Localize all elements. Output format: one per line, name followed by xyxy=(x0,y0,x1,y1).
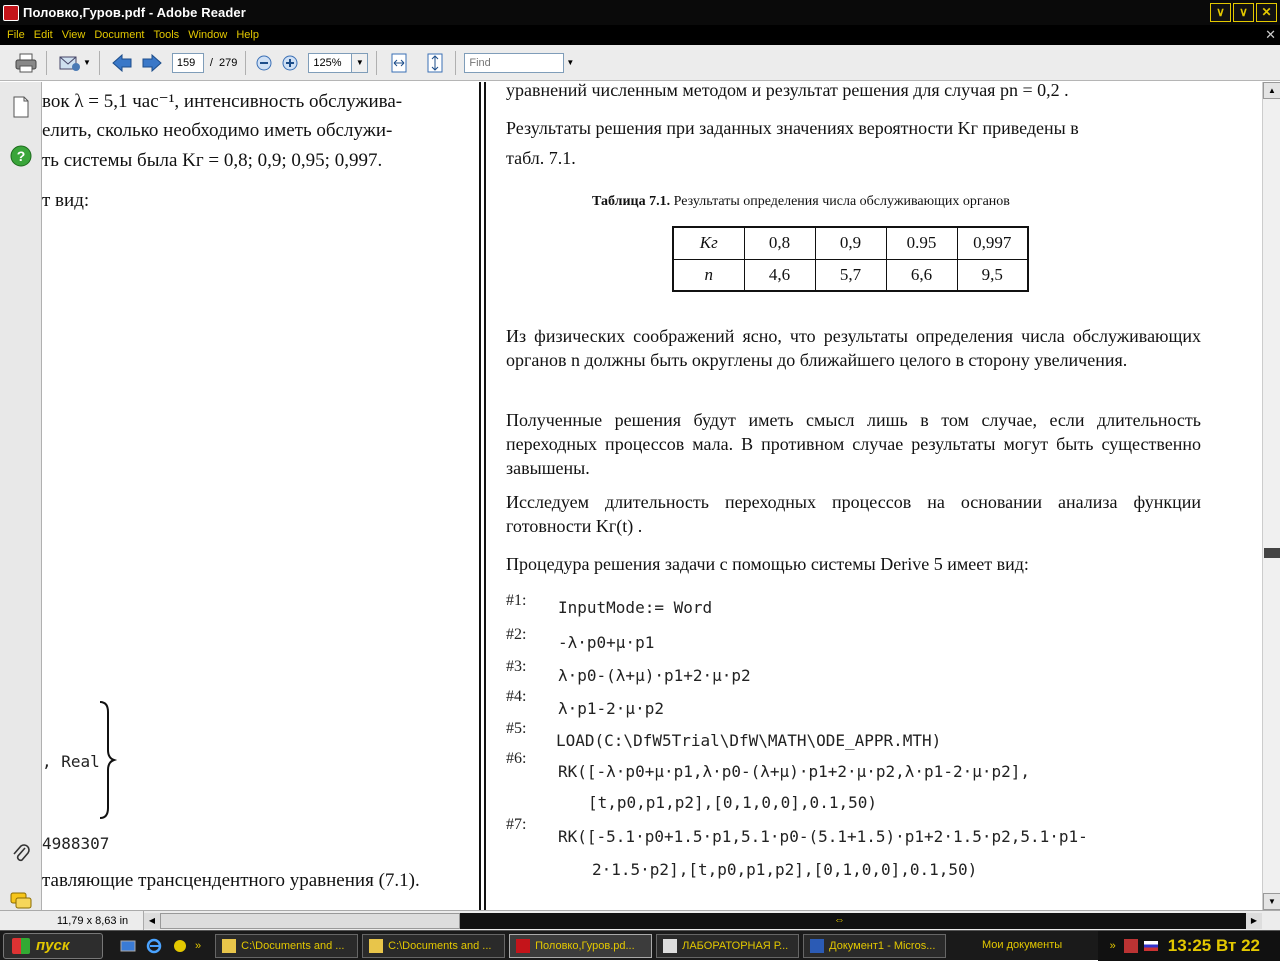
left-real-text: , Real xyxy=(42,752,100,771)
start-button[interactable] xyxy=(3,933,103,959)
quick-launch-app-icon[interactable] xyxy=(171,937,189,955)
scrollbar-thumb[interactable] xyxy=(1264,548,1280,558)
help-icon[interactable] xyxy=(10,145,32,167)
table-cell: 0,9 xyxy=(815,227,886,259)
derive-label: #6: xyxy=(506,750,527,767)
zoom-dropdown-icon[interactable]: ▼ xyxy=(352,53,368,73)
left-line-4: т вид: xyxy=(42,190,90,211)
page-left xyxy=(42,82,479,910)
taskbar-item-explorer-2[interactable]: C:\Documents and ... xyxy=(362,934,505,958)
word-icon xyxy=(810,939,824,953)
left-bottom-line: тавляющие трансцендентного уравнения (7.1). xyxy=(42,870,420,891)
results-table xyxy=(672,226,1029,292)
minimize-button[interactable]: ∨ xyxy=(1210,3,1231,22)
derive-expression: LOAD(C:\DfW5Trial\DfW\MATH\ODE_APPR.MTH) xyxy=(556,731,942,750)
derive-expression: RK([-λ·p0+μ·p1,λ·p0-(λ+μ)·p1+2·μ·p2,λ·p1-2·μ·p2], xyxy=(558,762,1031,781)
page-divider xyxy=(479,82,486,910)
taskbar-item-word[interactable]: Документ1 - Micros... xyxy=(803,934,946,958)
toolbar-separator xyxy=(376,51,377,75)
taskbar-item-adobe-reader[interactable]: Половко,Гуров.pd... xyxy=(509,934,652,958)
taskbar-item-lab[interactable]: ЛАБОРАТОРНАЯ Р... xyxy=(656,934,799,958)
toolbar-separator xyxy=(46,51,47,75)
results-line-2: табл. 7.1. xyxy=(506,148,576,168)
horizontal-scroll-thumb[interactable] xyxy=(160,913,460,929)
pages-panel-icon[interactable] xyxy=(10,96,32,118)
menu-tools[interactable]: Tools xyxy=(153,29,180,41)
page-separator: / xyxy=(209,56,213,69)
table-row xyxy=(673,259,1028,291)
derive-label: #2: xyxy=(506,626,527,643)
zoom-level-field[interactable]: 125% xyxy=(308,53,352,73)
start-label: пуск xyxy=(36,937,70,954)
toolbar-separator xyxy=(99,51,100,75)
quick-launch-expand-icon[interactable]: » xyxy=(195,939,202,952)
language-icon[interactable] xyxy=(1144,941,1158,951)
window-title: Половко,Гуров.pdf - Adobe Reader xyxy=(23,5,246,20)
table-caption-text: Результаты определения числа обслуживающих органов xyxy=(673,194,1010,209)
horizontal-scrollbar[interactable] xyxy=(144,913,1262,929)
derive-label: #5: xyxy=(506,720,527,737)
close-document-icon[interactable]: ✕ xyxy=(1265,27,1276,42)
menu-edit[interactable]: Edit xyxy=(33,29,53,41)
fit-width-icon[interactable] xyxy=(387,51,411,75)
derive-expression: λ·p1-2·μ·p2 xyxy=(558,699,664,718)
find-options-icon[interactable]: ▼ xyxy=(566,58,575,67)
derive-expression: InputMode:= Word xyxy=(558,598,713,617)
table-cell: 6,6 xyxy=(886,259,957,291)
table-cell: 0.95 xyxy=(886,227,957,259)
scroll-grip-icon: ⇔ xyxy=(834,914,845,926)
clock[interactable]: 13:25 Вт 22 xyxy=(1167,936,1260,955)
scroll-up-icon[interactable]: ▲ xyxy=(1263,82,1280,99)
windows-logo-icon xyxy=(12,938,30,954)
derive-expression-continued: 2·1.5·p2],[t,p0,p1,p2],[0,1,0,0],0.1,50) xyxy=(592,860,978,879)
paragraph-rounding: Из физических соображений ясно, что результаты определения числа обслуживающих органов n должны быть округлены до ближайшего целого в сторону увеличения. xyxy=(506,326,1201,370)
toolbar-separator xyxy=(245,51,246,75)
zoom-out-icon[interactable] xyxy=(252,51,276,75)
title-bar xyxy=(0,0,1280,25)
table-cell: n xyxy=(673,259,744,291)
table-cell: 9,5 xyxy=(957,259,1028,291)
toolbar-separator xyxy=(455,51,456,75)
maximize-button[interactable]: ∨ xyxy=(1233,3,1254,22)
navigation-sidebar xyxy=(0,82,42,910)
menu-bar xyxy=(0,25,1280,45)
menu-window[interactable]: Window xyxy=(188,29,228,41)
chevron-down-icon[interactable]: ▼ xyxy=(83,58,91,67)
left-number-text: 4988307 xyxy=(42,834,110,853)
menu-view[interactable]: View xyxy=(61,29,86,41)
next-page-icon[interactable] xyxy=(140,51,164,75)
left-line-1: вок λ = 5,1 час⁻¹, интенсивность обслужива- xyxy=(42,91,403,112)
derive-label: #7: xyxy=(506,816,527,833)
left-line-3: ть системы была Kг = 0,8; 0,9; 0,95; 0,997. xyxy=(42,150,383,171)
scroll-right-icon[interactable]: ▶ xyxy=(1246,913,1262,929)
table-cell: Kг xyxy=(673,227,744,259)
scroll-left-icon[interactable]: ◀ xyxy=(144,913,160,929)
attachments-icon[interactable] xyxy=(10,842,32,864)
paragraph-transient: Исследуем длительность переходных процессов на основании анализа функции готовности Kг(t) . xyxy=(506,492,1201,536)
print-icon[interactable] xyxy=(14,51,38,75)
folder-icon xyxy=(222,939,236,953)
table-cell: 4,6 xyxy=(744,259,815,291)
results-line-1: Результаты решения при заданных значениях вероятности Kг приведены в xyxy=(506,118,1079,138)
system-tray xyxy=(1098,931,1280,961)
status-bar xyxy=(0,910,1280,930)
antivirus-icon[interactable] xyxy=(1124,939,1138,953)
menu-help[interactable]: Help xyxy=(236,29,259,41)
pdf-icon xyxy=(516,939,530,953)
my-documents-toolbar[interactable]: Мои документы xyxy=(982,939,1063,951)
page-size-label: 11,79 x 8,63 in xyxy=(42,911,144,931)
paragraph-meaning: Полученные решения будут иметь смысл лишь в том случае, если длительность переходных процессов мала. В противном случае результаты могут быть существенно завышены. xyxy=(506,410,1201,478)
zoom-in-icon[interactable] xyxy=(278,51,302,75)
total-pages: 279 xyxy=(218,56,238,69)
table-cell: 0,8 xyxy=(744,227,815,259)
derive-expression: RK([-5.1·p0+1.5·p1,5.1·p0-(5.1+1.5)·p1+2·1.5·p2,5.1·p1- xyxy=(558,827,1088,846)
page-right xyxy=(486,82,1262,910)
previous-page-icon[interactable] xyxy=(110,51,134,75)
derive-expression-continued: [t,p0,p1,p2],[0,1,0,0],0.1,50) xyxy=(588,793,877,812)
table-caption xyxy=(592,194,1010,210)
folder-icon xyxy=(369,939,383,953)
fit-page-icon[interactable] xyxy=(423,51,447,75)
document-viewport[interactable] xyxy=(42,82,1262,910)
taskbar-item-explorer-1[interactable]: C:\Documents and ... xyxy=(215,934,358,958)
derive-expression: -λ·p0+μ·p1 xyxy=(558,633,655,652)
table-caption-number: Таблица 7.1. xyxy=(592,194,671,209)
internet-explorer-icon[interactable] xyxy=(145,937,163,955)
derive-expression: λ·p0-(λ+μ)·p1+2·μ·p2 xyxy=(558,666,751,685)
right-top-line: уравнений численным методом и результат решения для случая pn = 0,2 . xyxy=(506,82,1069,100)
page-number-input[interactable] xyxy=(172,53,204,73)
find-input[interactable] xyxy=(464,53,564,73)
scroll-down-icon[interactable]: ▼ xyxy=(1263,893,1280,910)
derive-label: #1: xyxy=(506,592,527,609)
paragraph-derive: Процедура решения задачи с помощью системы Derive 5 имеет вид: xyxy=(506,554,1029,574)
menu-document[interactable]: Document xyxy=(94,29,145,41)
table-cell: 0,997 xyxy=(957,227,1028,259)
close-button[interactable]: ✕ xyxy=(1256,3,1277,22)
table-row xyxy=(673,227,1028,259)
show-desktop-icon[interactable] xyxy=(119,937,137,955)
taskbar xyxy=(0,930,1280,960)
svg-text:?: ? xyxy=(16,148,26,164)
email-icon[interactable] xyxy=(57,51,81,75)
toolbar xyxy=(0,45,1280,81)
table-cell: 5,7 xyxy=(815,259,886,291)
left-line-2: елить, сколько необходимо иметь обслужи- xyxy=(42,120,393,141)
adobe-reader-icon xyxy=(3,5,19,21)
vertical-scrollbar[interactable] xyxy=(1262,82,1280,910)
derive-label: #3: xyxy=(506,658,527,675)
comments-icon[interactable] xyxy=(10,890,32,912)
document-icon xyxy=(663,939,677,953)
derive-label: #4: xyxy=(506,688,527,705)
tray-expand-icon[interactable]: » xyxy=(1109,940,1116,952)
menu-file[interactable]: File xyxy=(7,29,25,41)
